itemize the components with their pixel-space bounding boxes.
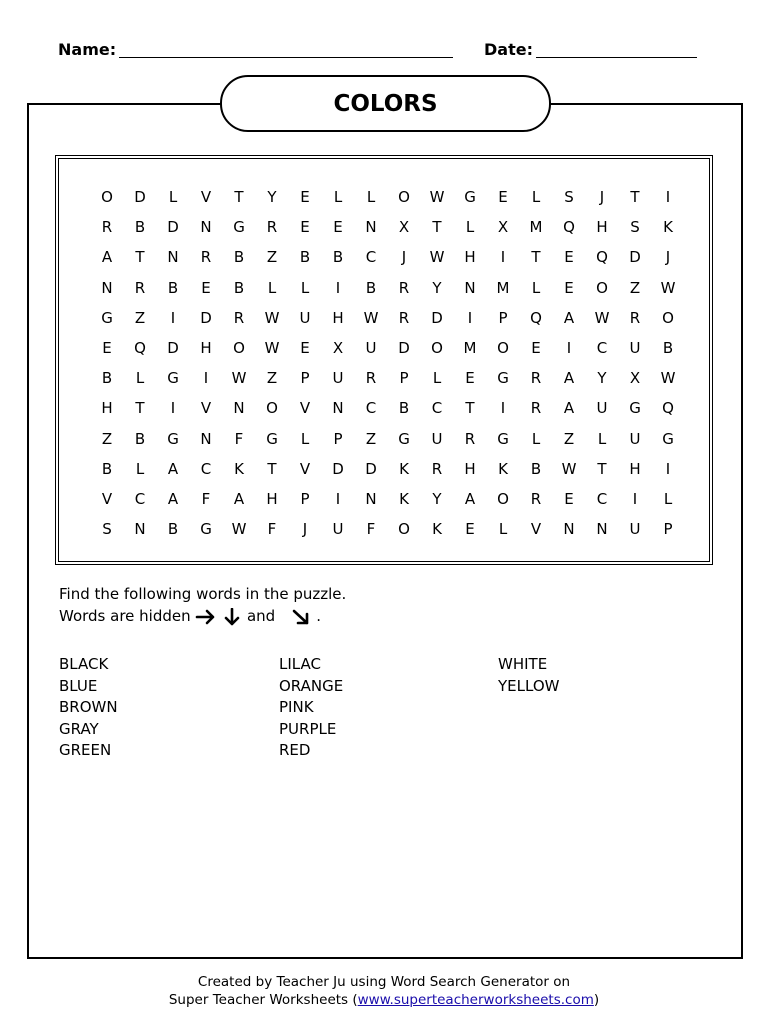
puzzle-letter: E	[498, 188, 508, 206]
puzzle-letter: Y	[597, 369, 607, 388]
puzzle-letter: L	[663, 490, 673, 508]
puzzle-letter: B	[233, 248, 245, 267]
puzzle-letter: G	[167, 369, 179, 388]
puzzle-letter: L	[465, 218, 475, 237]
puzzle-letter: Z	[134, 308, 146, 327]
puzzle-letter: R	[233, 308, 245, 327]
puzzle-letter: I	[170, 399, 176, 418]
puzzle-letter: W	[231, 520, 247, 539]
puzzle-letter: E	[531, 339, 541, 357]
puzzle-letter: G	[497, 429, 509, 448]
puzzle-letter: O	[497, 339, 509, 357]
puzzle-letter: R	[365, 369, 377, 388]
puzzle-letter: I	[500, 399, 506, 418]
puzzle-letter: U	[629, 429, 641, 448]
puzzle-letter: Q	[563, 218, 575, 237]
puzzle-letter: X	[629, 369, 641, 388]
puzzle-letter: K	[399, 490, 409, 508]
puzzle-letter: L	[498, 520, 508, 539]
puzzle-letter: J	[599, 188, 605, 206]
puzzle-letter: U	[332, 369, 344, 388]
puzzle-letter: W	[429, 188, 445, 206]
puzzle-letter: S	[102, 520, 112, 539]
puzzle-letter: E	[300, 339, 310, 357]
puzzle-letter: W	[561, 459, 577, 478]
puzzle-letter: E	[333, 218, 343, 237]
puzzle-letter: G	[200, 520, 212, 539]
puzzle-letter: L	[267, 278, 277, 297]
puzzle-letter: A	[464, 490, 476, 508]
puzzle-letter: I	[500, 248, 506, 267]
puzzle-letter: E	[300, 188, 310, 206]
puzzle-letter: U	[596, 399, 608, 418]
puzzle-letter: H	[200, 339, 212, 357]
puzzle-letter: W	[363, 308, 379, 327]
puzzle-letter: G	[464, 188, 476, 206]
puzzle-letter: I	[203, 369, 209, 388]
puzzle-letter: X	[332, 339, 344, 357]
puzzle-letter: P	[663, 520, 673, 539]
puzzle-letter: H	[332, 308, 344, 327]
puzzle-letter: S	[564, 188, 574, 206]
puzzle-letter: C	[365, 399, 377, 418]
puzzle-letter: B	[530, 459, 542, 478]
puzzle-letter: R	[398, 308, 410, 327]
puzzle-letter: P	[300, 490, 310, 508]
puzzle-letter: K	[663, 218, 673, 237]
puzzle-letter: E	[564, 490, 574, 508]
name-line[interactable]	[119, 57, 453, 58]
puzzle-letter: E	[201, 278, 211, 297]
puzzle-letter: L	[432, 369, 442, 388]
puzzle-letter: A	[167, 490, 179, 508]
puzzle-letter: F	[267, 520, 277, 539]
puzzle-letter: A	[563, 399, 575, 418]
puzzle-letter: O	[233, 339, 245, 357]
puzzle-letter: Z	[629, 278, 641, 297]
puzzle-letter: L	[300, 278, 310, 297]
puzzle-letter: C	[365, 248, 377, 267]
word-list-item: WHITE	[498, 655, 548, 673]
puzzle-letter: N	[200, 218, 212, 237]
word-list-item: RED	[279, 741, 311, 760]
puzzle-letter: H	[266, 490, 278, 508]
puzzle-letter: M	[463, 339, 477, 357]
puzzle-letter: R	[629, 308, 641, 327]
puzzle-letter: W	[231, 369, 247, 388]
puzzle-letter: W	[594, 308, 610, 327]
puzzle-letter: T	[267, 459, 277, 478]
puzzle-letter: L	[300, 429, 310, 448]
puzzle-letter: V	[200, 188, 212, 206]
puzzle-letter: S	[630, 218, 640, 237]
puzzle-letter: O	[266, 399, 278, 418]
puzzle-letter: Y	[267, 188, 277, 206]
puzzle-letter: G	[629, 399, 641, 418]
puzzle-letter: I	[665, 459, 671, 478]
word-list-item: YELLOW	[498, 676, 560, 695]
puzzle-letter: C	[431, 399, 443, 418]
puzzle-letter: Q	[530, 308, 542, 327]
puzzle-letter: B	[233, 278, 245, 297]
puzzle-letter: D	[200, 308, 212, 327]
puzzle-letter: Z	[266, 248, 278, 267]
instructions-end: .	[316, 607, 322, 625]
puzzle-letter: D	[431, 308, 443, 327]
puzzle-letter: B	[101, 369, 113, 388]
puzzle-letter: E	[564, 278, 574, 297]
puzzle-letter: I	[665, 188, 671, 206]
puzzle-letter: C	[134, 490, 146, 508]
puzzle-letter: R	[398, 278, 410, 297]
puzzle-letter: N	[332, 399, 344, 418]
puzzle-letter: T	[465, 399, 475, 418]
puzzle-letter: U	[332, 520, 344, 539]
puzzle-letter: B	[398, 399, 410, 418]
puzzle-letter: G	[101, 308, 113, 327]
puzzle-letter: H	[464, 248, 476, 267]
puzzle-letter: Z	[365, 429, 377, 448]
puzzle-letter: F	[201, 490, 211, 508]
puzzle-letter: N	[101, 278, 113, 297]
puzzle-letter: A	[101, 248, 113, 267]
puzzle-letter: N	[167, 248, 179, 267]
word-list-item: PURPLE	[279, 719, 337, 738]
puzzle-letter: Z	[563, 429, 575, 448]
puzzle-letter: W	[264, 339, 280, 357]
puzzle-letter: K	[234, 459, 244, 478]
puzzle-letter: R	[464, 429, 476, 448]
page-title: COLORS	[333, 90, 438, 117]
puzzle-letter: O	[398, 520, 410, 539]
puzzle-letter: N	[464, 278, 476, 297]
puzzle-letter: G	[233, 218, 245, 237]
puzzle-letter: M	[496, 278, 510, 297]
puzzle-letter: B	[662, 339, 674, 357]
puzzle-letter: W	[660, 278, 676, 297]
puzzle-letter: U	[629, 520, 641, 539]
puzzle-letter: D	[629, 248, 641, 267]
arrow-down-icon	[222, 608, 242, 626]
puzzle-letter: E	[465, 520, 475, 539]
word-list-item: PINK	[279, 698, 314, 717]
word-list-item: BLUE	[59, 676, 98, 695]
puzzle-letter: R	[530, 369, 542, 388]
puzzle-letter: O	[596, 278, 608, 297]
instructions-line-2	[59, 606, 321, 626]
puzzle-letter: I	[170, 308, 176, 327]
puzzle-letter: L	[597, 429, 607, 448]
puzzle-letter: O	[662, 308, 674, 327]
puzzle-letter: A	[563, 369, 575, 388]
puzzle-letter: X	[497, 218, 509, 237]
arrow-right-icon	[195, 608, 217, 626]
puzzle-letter: V	[299, 459, 311, 478]
puzzle-letter: B	[101, 459, 113, 478]
puzzle-letter: E	[465, 369, 475, 388]
puzzle-letter: H	[101, 399, 113, 418]
puzzle-letter: G	[266, 429, 278, 448]
puzzle-letter: N	[134, 520, 146, 539]
puzzle-letter: L	[531, 188, 541, 206]
instructions-line-1: Find the following words in the puzzle.	[59, 585, 347, 603]
puzzle-letter: W	[429, 248, 445, 267]
puzzle-letter: T	[531, 248, 541, 267]
puzzle-letter: T	[234, 188, 244, 206]
puzzle-letter: J	[302, 520, 308, 539]
puzzle-letter: G	[497, 369, 509, 388]
puzzle-letter: L	[531, 429, 541, 448]
puzzle-letter: B	[134, 218, 146, 237]
puzzle-letter: Z	[101, 429, 113, 448]
puzzle-letter: K	[399, 459, 409, 478]
puzzle-letter: U	[299, 308, 311, 327]
puzzle-letter: N	[233, 399, 245, 418]
puzzle-letter: D	[365, 459, 377, 478]
puzzle-letter: Q	[596, 248, 608, 267]
puzzle-letter: P	[300, 369, 310, 388]
puzzle-letter: J	[401, 248, 407, 267]
puzzle-letter: H	[464, 459, 476, 478]
puzzle-letter: Y	[432, 490, 442, 508]
date-label: Date:	[484, 40, 533, 59]
puzzle-letter: N	[596, 520, 608, 539]
date-line[interactable]	[536, 57, 697, 58]
puzzle-letter: L	[135, 459, 145, 478]
instructions-and: and	[246, 607, 276, 625]
puzzle-letter: E	[564, 248, 574, 267]
puzzle-letter: C	[596, 339, 608, 357]
puzzle-letter: D	[134, 188, 146, 206]
puzzle-letter: R	[431, 459, 443, 478]
puzzle-letter: B	[134, 429, 146, 448]
puzzle-letter: R	[530, 399, 542, 418]
puzzle-letter: H	[629, 459, 641, 478]
puzzle-letter: O	[101, 188, 113, 206]
puzzle-letter: T	[597, 459, 607, 478]
puzzle-letter: A	[233, 490, 245, 508]
puzzle-letter: C	[596, 490, 608, 508]
puzzle-letter: B	[299, 248, 311, 267]
puzzle-letter: B	[167, 278, 179, 297]
puzzle-letter: L	[333, 188, 343, 206]
puzzle-letter: U	[365, 339, 377, 357]
puzzle-letter: Q	[662, 399, 674, 418]
puzzle-letter: T	[135, 399, 145, 418]
puzzle-letter: R	[266, 218, 278, 237]
puzzle-letter: T	[630, 188, 640, 206]
word-list-item: BROWN	[59, 698, 118, 717]
puzzle-letter: M	[529, 218, 543, 237]
puzzle-letter: R	[134, 278, 146, 297]
puzzle-letter: W	[264, 308, 280, 327]
puzzle-letter: A	[167, 459, 179, 478]
puzzle-letter: Y	[432, 278, 442, 297]
puzzle-letter: F	[234, 429, 244, 448]
puzzle-letter: Z	[266, 369, 278, 388]
name-label: Name:	[58, 40, 117, 59]
puzzle-letter: I	[632, 490, 638, 508]
puzzle-letter: V	[200, 399, 212, 418]
puzzle-letter: V	[530, 520, 542, 539]
footer-line-2	[0, 991, 768, 1010]
puzzle-letter: L	[531, 278, 541, 297]
puzzle-letter: G	[398, 429, 410, 448]
word-list-item: ORANGE	[279, 676, 344, 695]
puzzle-letter: K	[432, 520, 442, 539]
arrow-down-right-icon	[290, 608, 312, 626]
footer-link[interactable]: www.superteacherworksheets.com	[357, 992, 594, 1008]
puzzle-letter: K	[498, 459, 508, 478]
instructions-prefix: Words are hidden	[59, 607, 191, 625]
puzzle-letter: E	[102, 339, 112, 357]
puzzle-letter: T	[135, 248, 145, 267]
puzzle-letter: B	[365, 278, 377, 297]
puzzle-letter: U	[629, 339, 641, 357]
puzzle-letter: E	[300, 218, 310, 237]
puzzle-letter: A	[563, 308, 575, 327]
puzzle-letter: N	[365, 218, 377, 237]
word-list-item: BLACK	[59, 655, 109, 673]
puzzle-letter: P	[498, 308, 508, 327]
footer-suffix: )	[593, 992, 600, 1008]
puzzle-letter: J	[665, 248, 671, 267]
puzzle-letter: D	[332, 459, 344, 478]
puzzle-letter: N	[200, 429, 212, 448]
puzzle-letter: U	[431, 429, 443, 448]
puzzle-letter: B	[332, 248, 344, 267]
puzzle-letter: G	[662, 429, 674, 448]
puzzle-letter: H	[596, 218, 608, 237]
puzzle-letter: L	[366, 188, 376, 206]
puzzle-letter: Q	[134, 339, 146, 357]
puzzle-letter: P	[399, 369, 409, 388]
puzzle-letter: N	[365, 490, 377, 508]
puzzle-letter: C	[200, 459, 212, 478]
title-banner	[220, 75, 551, 132]
puzzle-letter: L	[168, 188, 178, 206]
puzzle-letter: O	[398, 188, 410, 206]
puzzle-letter: F	[366, 520, 376, 539]
puzzle-letter: O	[497, 490, 509, 508]
puzzle-letter: D	[167, 218, 179, 237]
puzzle-letter: V	[299, 399, 311, 418]
puzzle-letter: I	[566, 339, 572, 357]
puzzle-letter: T	[432, 218, 442, 237]
word-list-item: GREEN	[59, 741, 112, 760]
puzzle-letter: L	[135, 369, 145, 388]
puzzle-letter: V	[101, 490, 113, 508]
puzzle-letter: R	[101, 218, 113, 237]
puzzle-letter: G	[167, 429, 179, 448]
word-list-item: GRAY	[59, 719, 99, 738]
puzzle-letter: I	[335, 278, 341, 297]
footer-prefix: Super Teacher Worksheets (	[168, 992, 358, 1008]
puzzle-letter: O	[431, 339, 443, 357]
puzzle-letter: P	[333, 429, 343, 448]
word-list-item: LILAC	[279, 655, 321, 673]
puzzle-letter: X	[398, 218, 410, 237]
puzzle-letter: B	[167, 520, 179, 539]
footer-line-1: Created by Teacher Ju using Word Search Generator on	[197, 974, 571, 990]
puzzle-letter: R	[530, 490, 542, 508]
puzzle-letter: R	[200, 248, 212, 267]
puzzle-letter: I	[335, 490, 341, 508]
puzzle-letter: D	[167, 339, 179, 357]
puzzle-letter: I	[467, 308, 473, 327]
puzzle-letter: N	[563, 520, 575, 539]
puzzle-letter: W	[660, 369, 676, 388]
puzzle-letter: D	[398, 339, 410, 357]
